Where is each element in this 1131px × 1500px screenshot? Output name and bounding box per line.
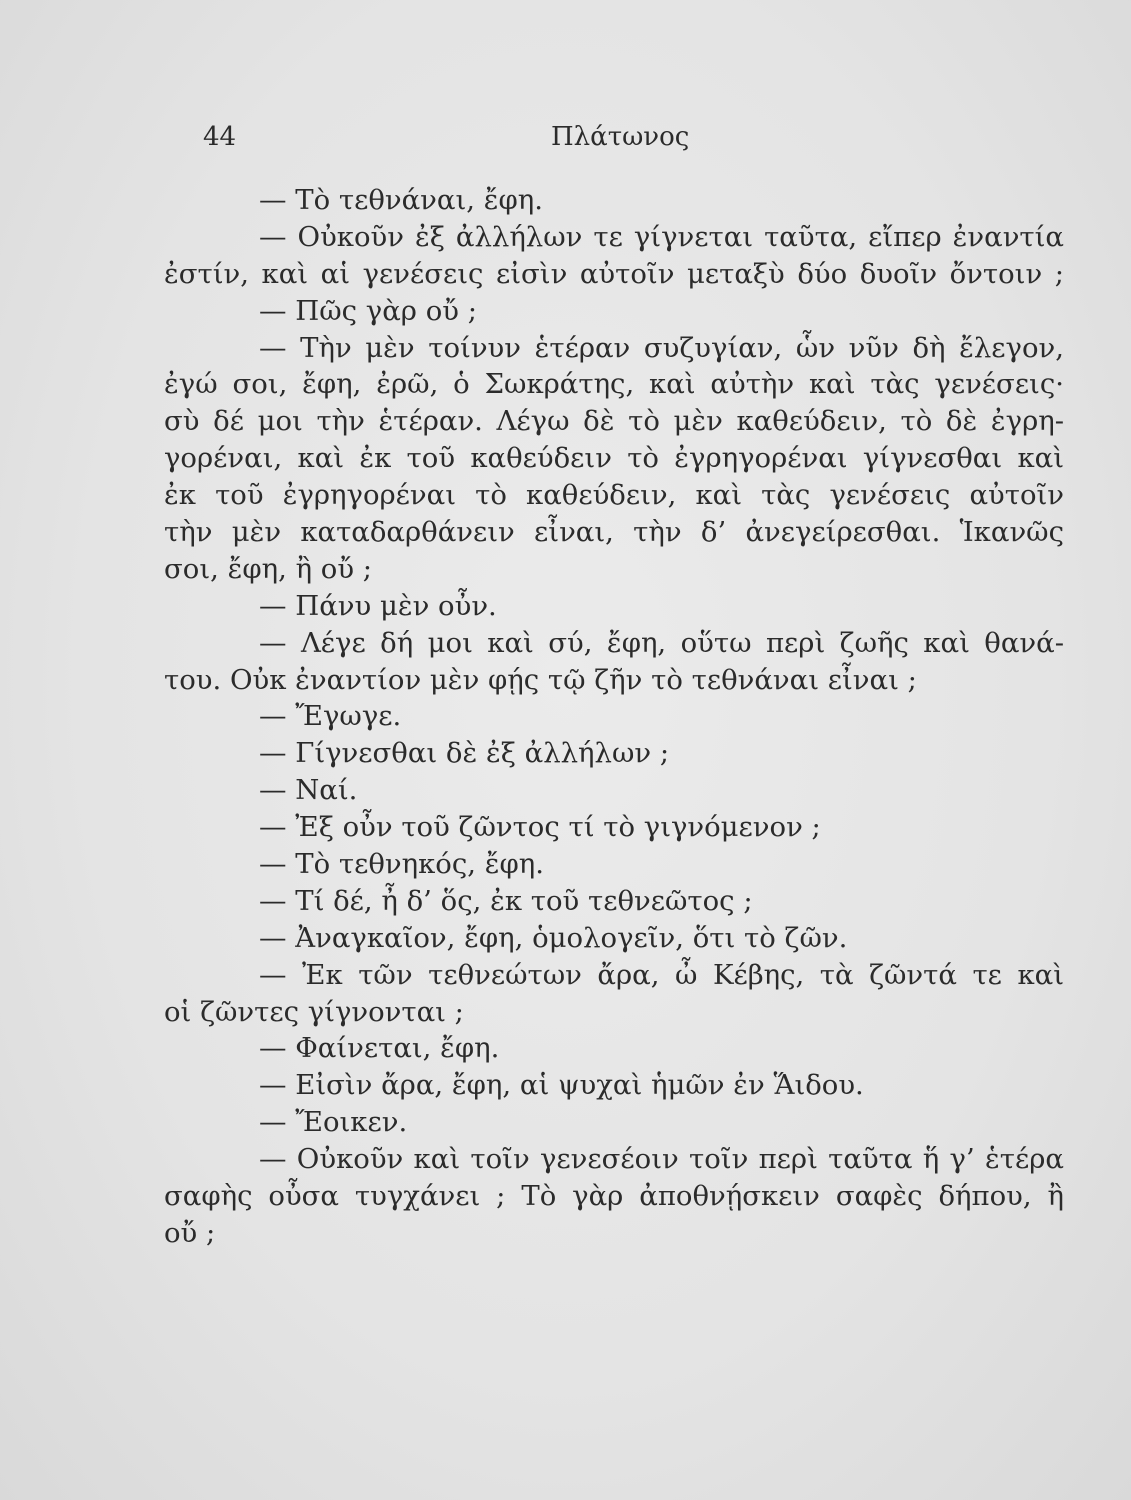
text-line: — Τὴν μὲν τοίνυν ἑτέραν συζυγίαν, ὧν νῦν δὴ ἔλεγον,	[259, 331, 1064, 364]
running-head	[0, 122, 1131, 162]
text-line: του. Οὐκ ἐναντίον μὲν φῄς τῷ ζῆν τὸ τεθνάναι εἶναι ;	[164, 663, 917, 696]
text-line: — Ἔγωγε.	[259, 700, 402, 733]
text-line: — Ἐξ οὖν τοῦ ζῶντος τί τὸ γιγνόμενον ;	[259, 811, 821, 844]
running-title: Πλάτωνος	[551, 122, 690, 152]
text-line: — Τὸ τεθνηκός, ἔφη.	[259, 848, 544, 881]
text-line: — Οὐκοῦν ἐξ ἀλλήλων τε γίγνεται ταῦτα, εἴπερ ἐναντία	[259, 220, 1064, 253]
text-line: σὺ δέ μοι τὴν ἑτέραν. Λέγω δὲ τὸ μὲν καθεύδειν, τὸ δὲ ἐγρη-	[164, 405, 1064, 438]
text-line: — Φαίνεται, ἔφη.	[259, 1032, 500, 1065]
text-line: — Ἐκ τῶν τεθνεώτων ἄρα, ὦ Κέβης, τὰ ζῶντά τε καὶ	[259, 958, 1064, 991]
text-line: οὔ ;	[164, 1216, 216, 1249]
text-line: — Ἔοικεν.	[259, 1106, 408, 1139]
text-line: — Γίγνεσθαι δὲ ἐξ ἀλλήλων ;	[259, 737, 670, 770]
text-line: — Εἰσὶν ἄρα, ἔφη, αἱ ψυχαὶ ἡμῶν ἐν Ἅιδου.	[259, 1069, 864, 1102]
text-line: οἱ ζῶντες γίγνονται ;	[164, 995, 464, 1028]
body-text	[164, 182, 1064, 1252]
text-line: — Τί δέ, ἦ δ’ ὅς, ἐκ τοῦ τεθνεῶτος ;	[259, 884, 753, 917]
text-line: — Λέγε δή μοι καὶ σύ, ἔφη, οὕτω περὶ ζωῆς καὶ θανά-	[259, 626, 1064, 659]
text-line: γορέναι, καὶ ἐκ τοῦ καθεύδειν τὸ ἐγρηγορέναι γίγνεσθαι καὶ	[164, 442, 1064, 475]
text-line: — Ἀναγκαῖον, ἔφη, ὁμολογεῖν, ὅτι τὸ ζῶν.	[259, 921, 848, 954]
text-line: — Πάνυ μὲν οὖν.	[259, 589, 497, 622]
text-line: — Τὸ τεθνάναι, ἔφη.	[259, 184, 543, 216]
text-line: τὴν μὲν καταδαρθάνειν εἶναι, τὴν δ’ ἀνεγείρεσθαι. Ἱκανῶς	[164, 516, 1064, 549]
text-line: ἐστίν, καὶ αἱ γενέσεις εἰσὶν αὐτοῖν μεταξὺ δύο δυοῖν ὄντοιν ;	[164, 257, 1064, 290]
text-line: ἐγώ σοι, ἔφη, ἐρῶ, ὁ Σωκράτης, καὶ αὐτὴν καὶ τὰς γενέσεις·	[164, 368, 1064, 401]
text-line: — Οὐκοῦν καὶ τοῖν γενεσέοιν τοῖν περὶ ταῦτα ἥ γ’ ἑτέρα	[259, 1143, 1064, 1176]
text-line: σοι, ἔφη, ἢ οὔ ;	[164, 552, 373, 585]
page-number: 44	[203, 122, 237, 152]
text-line: σαφὴς οὖσα τυγχάνει ; Τὸ γὰρ ἀποθνῄσκειν σαφὲς δήπου, ἢ	[164, 1180, 1064, 1213]
text-line: ἐκ τοῦ ἐγρηγορέναι τὸ καθεύδειν, καὶ τὰς γενέσεις αὐτοῖν	[164, 479, 1064, 512]
text-line: — Πῶς γὰρ οὔ ;	[259, 294, 477, 327]
text-line: — Ναί.	[259, 774, 358, 807]
